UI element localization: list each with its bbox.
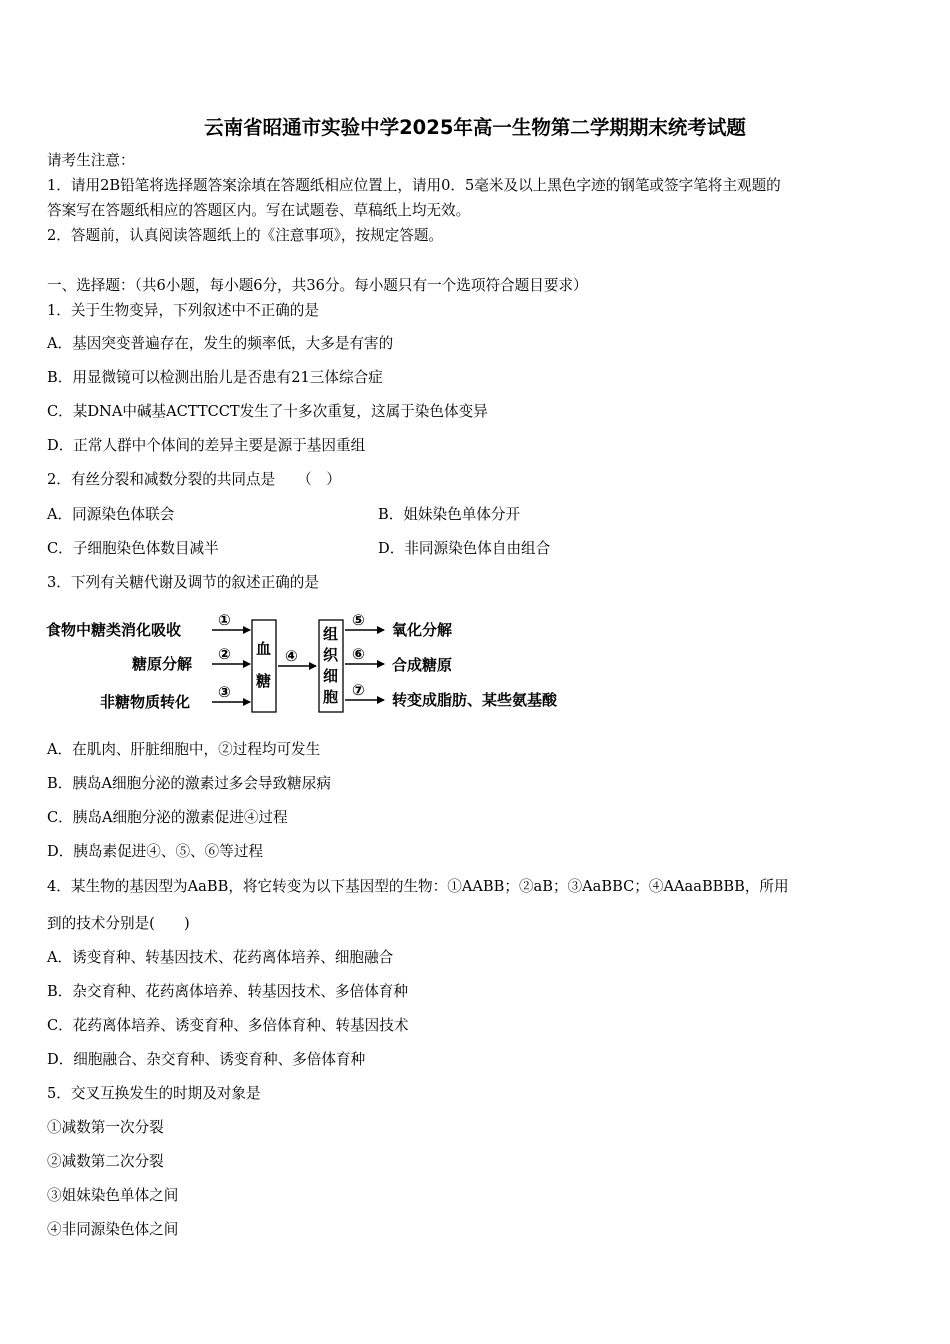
question-2-option-a: A．同源染色体联会 [47, 506, 175, 523]
notice-item-2: 2．答题前，认真阅读答题纸上的《注意事项》，按规定答题。 [47, 227, 444, 244]
page-title: 云南省昭通市实验中学2025年高一生物第二学期期末统考试题 [204, 116, 746, 139]
tissue-cell-char-2: 织 [323, 646, 339, 664]
question-5-item-4: ④非同源染色体之间 [47, 1221, 179, 1238]
source-food-digestion-label: 食物中糖类消化吸收 [46, 621, 182, 639]
question-4-stem-line-2: 到的技术分别是( ) [47, 915, 190, 932]
question-5-item-3: ③姐妹染色单体之间 [47, 1187, 179, 1204]
question-5-item-1: ①减数第一次分裂 [47, 1119, 164, 1136]
step-7-marker: ⑦ [352, 681, 365, 699]
step-3-marker: ③ [218, 683, 231, 701]
question-5-stem: 5．交叉互换发生的时期及对象是 [47, 1085, 261, 1102]
question-2-stem: 2．有丝分裂和减数分裂的共同点是 （ ） [47, 471, 341, 488]
blood-sugar-box [252, 620, 276, 712]
question-1-option-d: D．正常人群中个体间的差异主要是源于基因重组 [47, 437, 366, 454]
tissue-cell-char-1: 组 [323, 625, 339, 643]
question-2-option-b: B．姐妹染色单体分开 [378, 506, 521, 523]
notice-heading: 请考生注意： [47, 152, 135, 169]
sugar-metabolism-diagram [42, 606, 602, 720]
blood-sugar-char-2: 糖 [256, 672, 272, 690]
question-4-option-c: C．花药离体培养、诱变育种、多倍体育种、转基因技术 [47, 1017, 409, 1034]
output-glycogen-synthesis-label: 合成糖原 [392, 656, 453, 674]
question-3-option-c: C．胰岛A细胞分泌的激素促进④过程 [47, 809, 288, 826]
output-oxidation-label: 氧化分解 [392, 621, 453, 639]
question-4-stem-line-1: 4．某生物的基因型为AaBB，将它转变为以下基因型的生物：①AABB；②aB；③AaBBC；④AAaaBBBB，所用 [47, 878, 789, 895]
section-heading: 一、选择题：（共6小题，每小题6分，共36分。每小题只有一个选项符合题目要求） [47, 277, 588, 294]
question-1-option-c: C．某DNA中碱基ACTTCCT发生了十多次重复，这属于染色体变异 [47, 403, 488, 420]
question-3-option-b: B．胰岛A细胞分泌的激素过多会导致糖尿病 [47, 775, 331, 792]
notice-item-1-line-2: 答案写在答题纸相应的答题区内。写在试题卷、草稿纸上均无效。 [47, 202, 471, 219]
question-4-option-b: B．杂交育种、花药离体培养、转基因技术、多倍体育种 [47, 983, 408, 1000]
question-1-option-b: B．用显微镜可以检测出胎儿是否患有21三体综合症 [47, 369, 383, 386]
question-4-option-d: D．细胞融合、杂交育种、诱变育种、多倍体育种 [47, 1051, 366, 1068]
notice-item-1-line-1: 1．请用2B铅笔将选择题答案涂填在答题纸相应位置上，请用0．5毫米及以上黑色字迹的钢笔或签字笔将主观题的 [47, 177, 781, 194]
question-3-option-a: A．在肌肉、肝脏细胞中，②过程均可发生 [47, 741, 321, 758]
tissue-cell-char-4: 胞 [323, 688, 339, 706]
question-1-stem: 1．关于生物变异，下列叙述中不正确的是 [47, 302, 319, 319]
step-6-marker: ⑥ [352, 645, 365, 663]
step-5-marker: ⑤ [352, 611, 365, 629]
question-2-option-c: C．子细胞染色体数目减半 [47, 540, 219, 557]
step-2-marker: ② [218, 645, 231, 663]
tissue-cell-char-3: 细 [323, 667, 339, 685]
source-glycogen-breakdown-label: 糖原分解 [132, 655, 193, 673]
question-2-option-d: D．非同源染色体自由组合 [378, 540, 551, 557]
question-3-stem: 3．下列有关糖代谢及调节的叙述正确的是 [47, 574, 319, 591]
question-3-option-d: D．胰岛素促进④、⑤、⑥等过程 [47, 843, 264, 860]
source-non-sugar-conversion-label: 非糖物质转化 [100, 693, 191, 711]
step-4-marker: ④ [285, 647, 298, 665]
question-5-item-2: ②减数第二次分裂 [47, 1153, 164, 1170]
question-4-option-a: A．诱变育种、转基因技术、花药离体培养、细胞融合 [47, 949, 394, 966]
output-fat-amino-acid-label: 转变成脂肪、某些氨基酸 [392, 691, 558, 709]
blood-sugar-char-1: 血 [256, 640, 272, 658]
question-1-option-a: A．基因突变普遍存在，发生的频率低，大多是有害的 [47, 335, 394, 352]
step-1-marker: ① [218, 611, 231, 629]
